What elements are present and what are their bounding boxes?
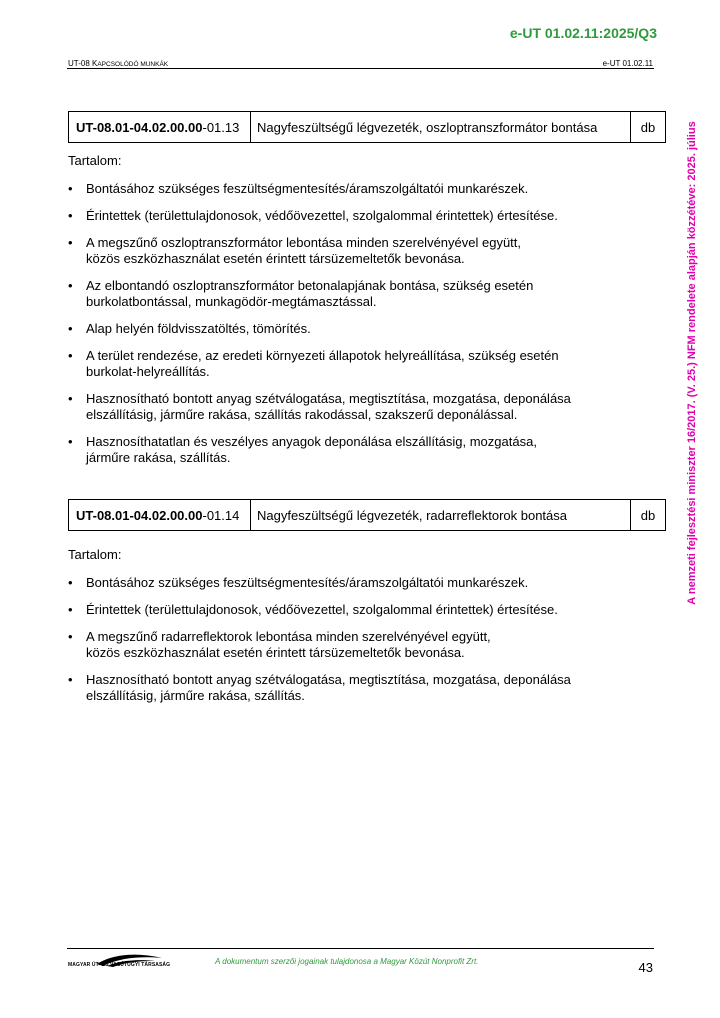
bullet-item: [68, 278, 648, 310]
publication-side-note: A nemzeti fejlesztési miniszter 16/2017. (V. 25.) NFM rendelete alapján közzétéve: 2025. július: [686, 120, 698, 605]
item-title: Nagyfeszültségű légvezeték, radarreflektorok bontása: [251, 500, 631, 530]
bullet-text: Érintettek (területtulajdonosok, védőövezettel, szolgalommal érintettek) értesítése.: [86, 208, 558, 223]
bullet-text: Hasznosíthatatlan és veszélyes anyagok deponálása elszállításig, mozgatása, járműre rakása, szállítás.: [86, 434, 537, 465]
bullet-item: [68, 208, 648, 224]
item-table-2: [68, 499, 666, 531]
item-title: Nagyfeszültségű légvezeték, oszloptranszformátor bontása: [251, 112, 631, 142]
bullet-item: [68, 348, 648, 380]
bullet-icon: •: [68, 278, 73, 293]
bullet-text: A megszűnő oszloptranszformátor lebontása minden szerelvényével együtt, közös eszközhasználat esetén érintett társüzemeltetők bevonása.: [86, 235, 522, 266]
bullet-icon: •: [68, 434, 73, 449]
bullet-item: [68, 629, 648, 661]
bullet-icon: •: [68, 602, 73, 617]
item-unit: db: [640, 507, 656, 523]
company-logo-text: MAGYAR ÚT- ÉS VASÚTÜGYI TÁRSASÁG: [68, 962, 171, 968]
bullet-item: [68, 235, 648, 267]
header-section-title: UT-08 KAPCSOLÓDÓ MUNKÁK: [68, 59, 169, 68]
bullet-icon: •: [68, 321, 73, 336]
item-code: UT-08.01-04.02.00.00 -01.13: [69, 112, 251, 142]
bullet-item: [68, 321, 648, 337]
bullet-text: Hasznosítható bontott anyag szétválogatása, megtisztítása, mozgatása, deponálása elszállításig, járműre rakása, szállítás.: [86, 672, 571, 703]
bullet-icon: •: [68, 391, 73, 406]
bullet-text: Hasznosítható bontott anyag szétválogatása, megtisztítása, mozgatása, deponálása elszállításig, járműre rakása, szállítás rakodással, szakszerű deponálással.: [86, 391, 571, 422]
header-document-id: e-UT 01.02.11: [602, 59, 653, 68]
content-label: Tartalom:: [68, 153, 122, 168]
bullet-text: Érintettek (területtulajdonosok, védőövezettel, szolgalommal érintettek) értesítése.: [86, 602, 558, 617]
bullet-item: [68, 602, 648, 618]
bullet-icon: •: [68, 235, 73, 250]
bullet-item: [68, 434, 648, 466]
bullet-item: [68, 672, 648, 704]
copyright-note: A dokumentum szerzői jogainak tulajdonosa a Magyar Közút Nonprofit Zrt.: [215, 957, 479, 966]
bullet-icon: •: [68, 181, 73, 196]
bullet-icon: •: [68, 348, 73, 363]
document-code: e-UT 01.02.11:2025/Q3: [509, 25, 657, 41]
footer-divider: [67, 948, 654, 949]
bullet-item: [68, 575, 648, 591]
bullet-icon: •: [68, 575, 73, 590]
bullet-list: [68, 181, 648, 477]
bullet-icon: •: [68, 629, 73, 644]
bullet-text: A terület rendezése, az eredeti környezeti állapotok helyreállítása, szükség esetén burkolat-helyreállítás.: [86, 348, 559, 379]
header-divider: [67, 68, 654, 69]
bullet-list: [68, 575, 648, 715]
page-number: 43: [638, 960, 653, 975]
bullet-item: [68, 181, 648, 197]
bullet-text: Az elbontandó oszloptranszformátor betonalapjának bontása, szükség esetén burkolatbontással, munkagödör-megtámasztással.: [86, 278, 534, 309]
item-table-1: [68, 111, 666, 143]
bullet-icon: •: [68, 208, 73, 223]
bullet-text: A megszűnő radarreflektorok lebontása minden szerelvényével együtt, közös eszközhasználat esetén érintett társüzemeltetők bevonása.: [86, 629, 491, 660]
bullet-text: Bontásához szükséges feszültségmentesítés/áramszolgáltatói munkarészek.: [86, 181, 529, 196]
bullet-text: Alap helyén földvisszatöltés, tömörítés.: [86, 321, 311, 336]
content-label: Tartalom:: [68, 547, 122, 562]
bullet-item: [68, 391, 648, 423]
bullet-text: Bontásához szükséges feszültségmentesítés/áramszolgáltatói munkarészek.: [86, 575, 529, 590]
item-code: UT-08.01-04.02.00.00 -01.14: [69, 500, 251, 530]
bullet-icon: •: [68, 672, 73, 687]
item-unit: db: [640, 119, 656, 135]
